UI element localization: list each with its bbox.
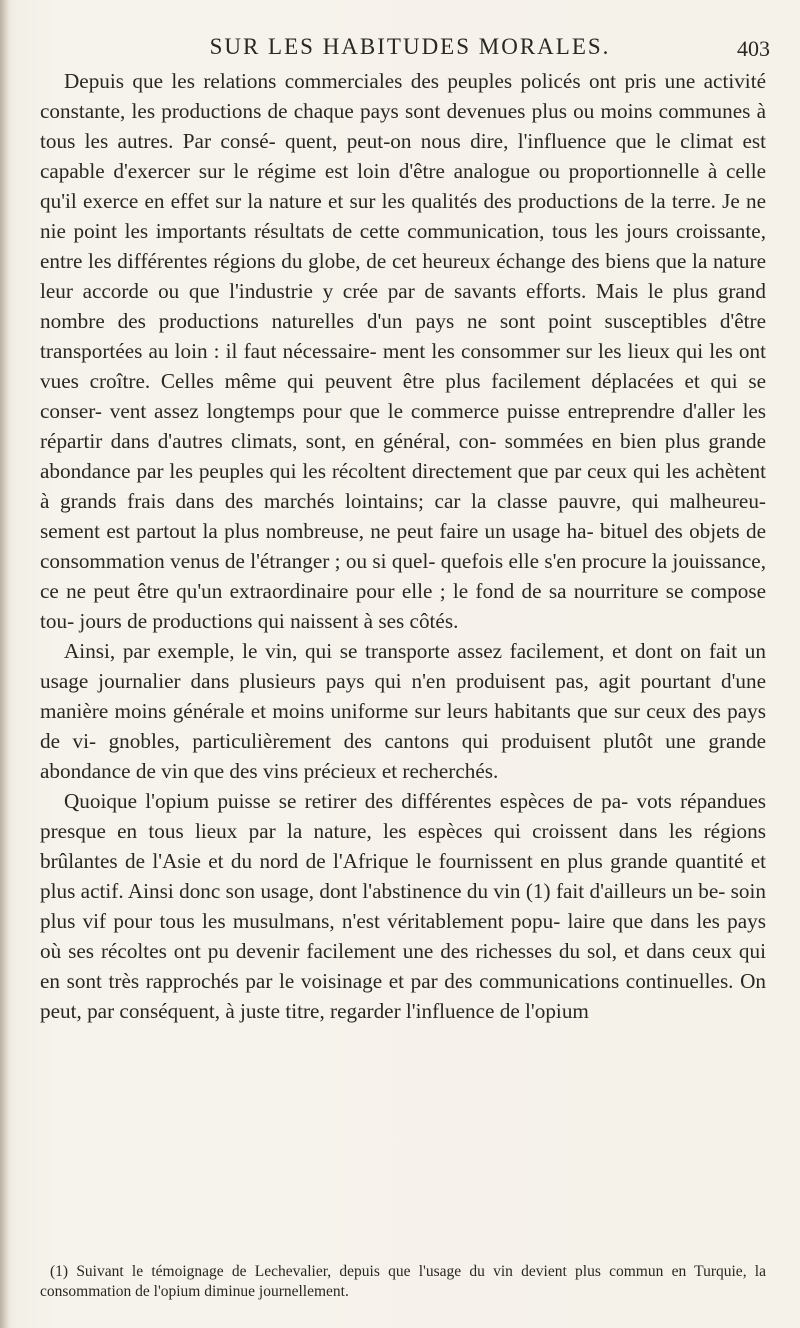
footnote xyxy=(40,1262,766,1302)
page-header xyxy=(0,34,800,64)
footnote-text: (1) Suivant le témoignage de Lechevalier, depuis que l'usage du vin devient plus commun en Turquie, la consommation de l'opium diminue journellement. xyxy=(40,1263,766,1300)
binding-edge xyxy=(0,0,10,1328)
body-text xyxy=(40,66,766,1026)
paragraph: Quoique l'opium puisse se retirer des différentes espèces de pa- vots répandues presque en tous lieux par la nature, les espèces qui croissent dans les régions brûlantes de l'Asie et du nord de l'Afrique le fournissent en plus grande quantité et plus actif. Ainsi donc son usage, dont l'abstinence du vin (1) fait d'ailleurs un be- soin plus vif pour tous les musulmans, n'est véritablement popu- laire que dans les pays où ses récoltes ont pu devenir facilement une des richesses du sol, et dans ceux qui en sont très rapprochés par le voisinage et par des communications continuelles. On peut, par conséquent, à juste titre, regarder l'influence de l'opium xyxy=(40,789,766,1023)
page-number: 403 xyxy=(737,36,770,61)
running-head: SUR LES HABITUDES MORALES. xyxy=(209,34,611,59)
paragraph: Ainsi, par exemple, le vin, qui se transporte assez facilement, et dont on fait un usage journalier dans plusieurs pays qui n'en produisent pas, agit pourtant d'une manière moins générale et moins uniforme sur leurs habitants que sur ceux des pays de vi- gnobles, particulièrement des cantons qui produisent plutôt une grande abondance de vin que des vins précieux et recherchés. xyxy=(40,639,766,783)
paragraph: Depuis que les relations commerciales des peuples policés ont pris une activité constante, les productions de chaque pays sont devenues plus ou moins communes à tous les autres. Par consé- quent, peut-on nous dire, l'influence que le climat est capable d'exercer sur le régime est loin d'être analogue ou proportionnelle à celle qu'il exerce en effet sur la nature et sur les qualités des productions de la terre. Je ne nie point les importants résultats de cette communication, tous les jours croissante, entre les différentes régions du globe, de cet heureux échange des biens que la nature leur accorde ou que l'industrie y crée par de savants efforts. Mais le plus grand nombre des productions naturelles d'un pays ne sont point susceptibles d'être transportées au loin : il faut nécessaire- ment les consommer sur les lieux qui les ont vues croître. Celles même qui peuvent être plus facilement déplacées et qui se conser- vent assez longtemps pour que le commerce puisse entreprendre d'aller les répartir dans d'autres climats, sont, en général, con- sommées en bien plus grande abondance par les peuples qui les récoltent directement que par ceux qui les achètent à grands frais dans des marchés lointains; car la classe pauvre, qui malheureu- sement est partout la plus nombreuse, ne peut faire un usage ha- bituel des objets de consommation venus de l'étranger ; ou si quel- quefois elle s'en procure la jouissance, ce ne peut être qu'un extraordinaire pour elle ; le fond de sa nourriture se compose tou- jours de productions qui naissent à ses côtés. xyxy=(40,69,766,633)
